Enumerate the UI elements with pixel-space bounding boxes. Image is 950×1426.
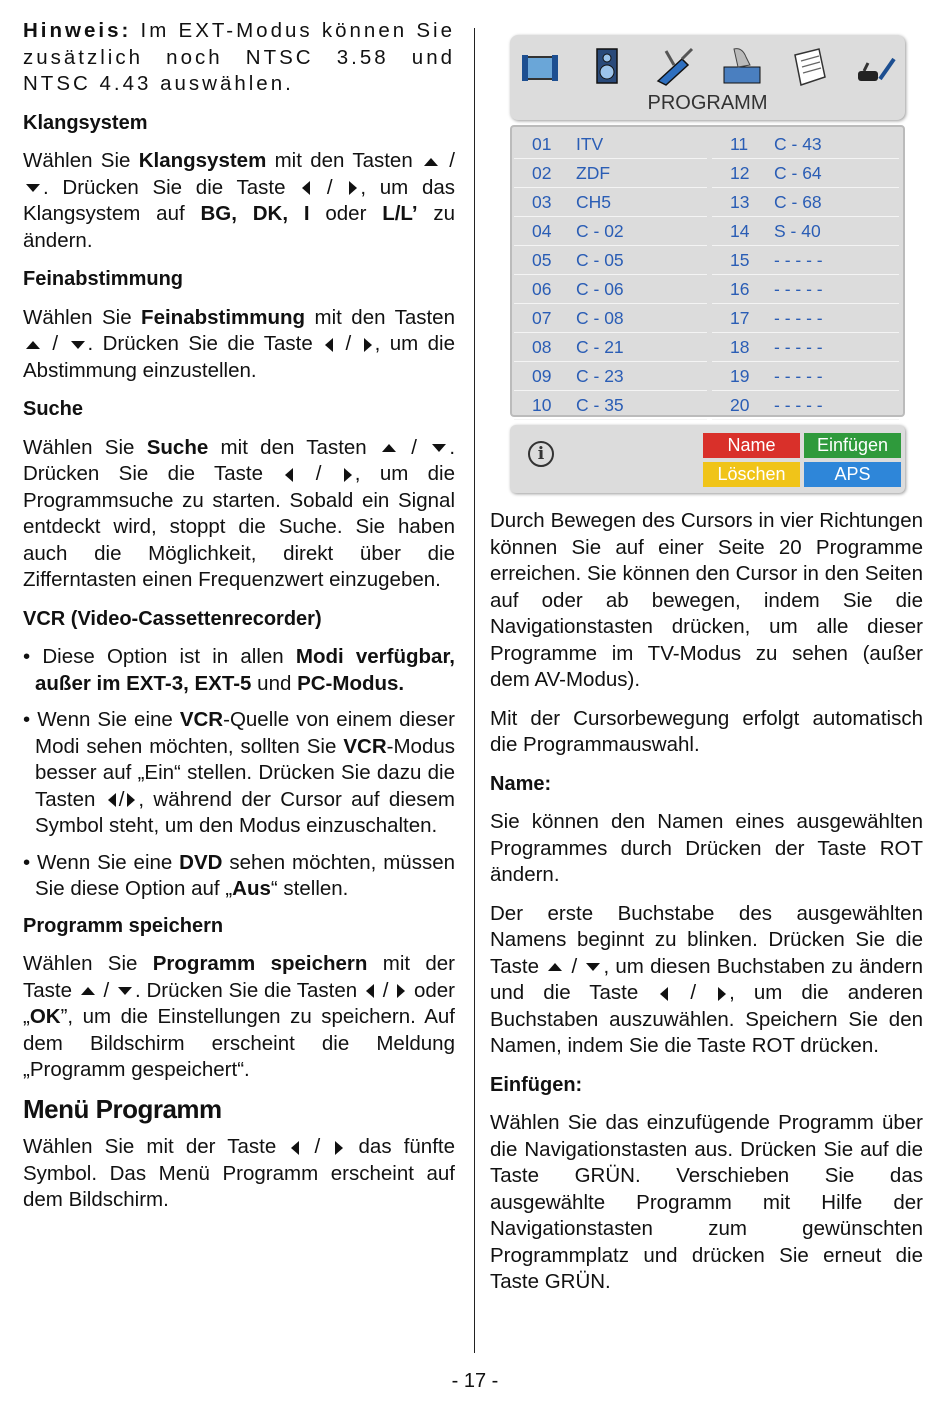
- program-name: C - 21: [576, 337, 624, 357]
- program-entry[interactable]: [514, 362, 707, 391]
- name-red-button[interactable]: Name: [703, 433, 800, 458]
- program-number: 05: [532, 250, 552, 270]
- program-name: C - 02: [576, 221, 624, 241]
- program-name: S - 40: [774, 221, 821, 241]
- program-number: 11: [730, 134, 749, 154]
- program-number: 18: [730, 337, 750, 357]
- feinabstimmung-paragraph: Wählen Sie Feinabstimmung mit den Tasten / . Drücken Sie die Taste / , um die Abstimmung einzustellen.: [23, 305, 455, 382]
- left-arrow-icon: [285, 468, 293, 482]
- menu-programm-heading: Menü Programm: [23, 1093, 222, 1124]
- tv-picture-icon[interactable]: [518, 45, 562, 89]
- program-name: C - 06: [576, 279, 624, 299]
- program-name: - - - - -: [774, 366, 823, 386]
- name-edit-paragraph: Der erste Buchstabe des ausgewählten Namens beginnt zu blinken. Drücken Sie die Taste / , um diesen Buchstaben zu ändern und die Taste / , um die anderen Buchstaben auszuwählen. Speichern Sie den Namen, indem Sie die Taste ROT drücken.: [490, 901, 923, 1057]
- column-divider: [474, 28, 475, 1353]
- program-entry[interactable]: [712, 362, 899, 391]
- programm-menu-screen: [510, 35, 905, 493]
- aps-blue-button[interactable]: APS: [804, 462, 901, 487]
- program-name: C - 35: [576, 395, 624, 415]
- program-name: ITV: [576, 134, 604, 154]
- klangsystem-heading: Klangsystem: [23, 111, 148, 134]
- down-arrow-icon: [586, 963, 600, 971]
- program-name: C - 68: [774, 192, 822, 212]
- down-arrow-icon: [118, 987, 132, 995]
- program-number: 17: [730, 308, 750, 328]
- page-number: - 17 -: [451, 1370, 499, 1392]
- program-number: 15: [730, 250, 750, 270]
- program-number: 09: [532, 366, 552, 386]
- down-arrow-icon: [26, 184, 40, 192]
- right-arrow-icon: [127, 793, 135, 807]
- program-number: 14: [730, 221, 750, 241]
- up-arrow-icon: [424, 158, 438, 166]
- vcr-bullet-3: • Wenn Sie eine DVD sehen möchten, müssen Sie diese Option auf „Aus“ stellen.: [23, 850, 455, 900]
- program-list: [510, 125, 905, 417]
- program-entry[interactable]: [514, 159, 707, 188]
- program-name: C - 05: [576, 250, 624, 270]
- program-name: - - - - -: [774, 279, 823, 299]
- delete-yellow-button[interactable]: Löschen: [703, 462, 800, 487]
- program-number: 12: [730, 163, 750, 183]
- program-entry[interactable]: [514, 246, 707, 275]
- left-arrow-icon: [325, 338, 333, 352]
- einfuegen-heading: Einfügen:: [490, 1073, 583, 1096]
- up-arrow-icon: [548, 963, 562, 971]
- program-entry[interactable]: [514, 188, 707, 217]
- vcr-heading: VCR (Video-Cassettenrecorder): [23, 607, 322, 630]
- left-arrow-icon: [108, 793, 116, 807]
- einfuegen-paragraph: Wählen Sie das einzufügende Programm über die Navigationstasten aus. Drücken Sie auf die Taste GRÜN. Verschieben Sie das ausgewählte Programm mit Hilfe der Navigationstasten zum gewünschten Programmplatz und drücken Sie erneut die Taste GRÜN.: [490, 1111, 923, 1293]
- program-entry[interactable]: [712, 246, 899, 275]
- insert-green-button[interactable]: Einfügen: [804, 433, 901, 458]
- speaker-icon[interactable]: [585, 45, 629, 89]
- program-entry[interactable]: [712, 130, 899, 159]
- menu-programm-paragraph: Wählen Sie mit der Taste / das fünfte Symbol. Das Menü Programm erscheint auf dem Bildschirm.: [23, 1135, 455, 1211]
- program-entry[interactable]: [712, 333, 899, 362]
- up-arrow-icon: [81, 987, 95, 995]
- left-arrow-icon: [660, 987, 668, 1001]
- program-number: 20: [730, 395, 750, 415]
- name-heading: Name:: [490, 772, 552, 795]
- klangsystem-paragraph: Wählen Sie Klangsystem mit den Tasten / . Drücken Sie die Taste / , um das Klangsystem auf BG, DK, I oder L/L’ zu ändern.: [23, 149, 455, 252]
- program-number: 02: [532, 163, 552, 183]
- down-arrow-icon: [71, 341, 85, 349]
- cursor-paragraph: Durch Bewegen des Cursors in vier Richtungen können Sie auf einer Seite 20 Programme erreichen. Sie können den Cursor in den Seiten auf oder ab bewegen, indem Sie die Navigationstasten drücken, um alle dieser Programme im TV-Modus zu sehen (außer dem AV-Modus).: [490, 509, 923, 691]
- tools-icon[interactable]: [854, 45, 898, 89]
- right-column: [490, 508, 923, 1308]
- menu-title: PROGRAMM: [647, 92, 768, 114]
- program-number: 13: [730, 192, 750, 212]
- program-name: - - - - -: [774, 395, 823, 415]
- program-number: 07: [532, 308, 552, 328]
- program-entry[interactable]: [712, 304, 899, 333]
- right-arrow-icon: [335, 1141, 343, 1155]
- menu-footer: [510, 425, 905, 493]
- menu-header: [510, 35, 905, 120]
- program-entry[interactable]: [514, 391, 707, 420]
- swiss-knife-icon[interactable]: [652, 45, 696, 89]
- suche-paragraph: Wählen Sie Suche mit den Tasten / . Drücken Sie die Taste / , um die Programmsuche zu starten. Sobald ein Signal entdeckt wird, stoppt die Suche. Sie haben auch die Möglichkeit, direkt über die Zifferntasten einen Frequenzwert einzugeben.: [23, 435, 456, 591]
- hint-paragraph: [23, 18, 455, 98]
- program-entry[interactable]: [712, 275, 899, 304]
- program-name: C - 23: [576, 366, 624, 386]
- vcr-bullet-2: • Wenn Sie eine VCR-Quelle von einem dieser Modi sehen möchten, sollten Sie VCR-Modus besser auf „Ein“ stellen. Drücken Sie dazu die Tasten / , während der Cursor auf diesem Symbol steht, um den Modus einzuschalten.: [23, 708, 455, 837]
- program-entry[interactable]: [712, 391, 899, 420]
- hint-label: Hinweis:: [23, 19, 132, 42]
- program-number: 16: [730, 279, 750, 299]
- right-arrow-icon: [397, 984, 405, 998]
- program-name: C - 64: [774, 163, 822, 183]
- programm-speichern-paragraph: Wählen Sie Programm speichern mit der Taste / . Drücken Sie die Tasten / oder „OK”, um die Einstellungen zu speichern. Auf dem Bildschirm erscheint die Meldung „Programm gespeichert“.: [23, 952, 455, 1081]
- left-arrow-icon: [291, 1141, 299, 1155]
- program-entry[interactable]: [514, 333, 707, 362]
- program-number: 04: [532, 221, 552, 241]
- program-number: 03: [532, 192, 552, 212]
- programm-speichern-heading: Programm speichern: [23, 914, 224, 937]
- suche-heading: Suche: [23, 398, 84, 420]
- menu-icon-bar: [518, 45, 898, 89]
- program-entry[interactable]: [514, 304, 707, 333]
- program-name: - - - - -: [774, 308, 823, 328]
- left-arrow-icon: [366, 984, 374, 998]
- program-name: C - 08: [576, 308, 624, 328]
- notepad-icon[interactable]: [787, 45, 831, 89]
- program-number: 08: [532, 337, 552, 357]
- program-name: ZDF: [576, 163, 611, 183]
- up-arrow-icon: [382, 444, 396, 452]
- up-arrow-icon: [26, 341, 40, 349]
- program-entry[interactable]: [712, 159, 899, 188]
- program-entry[interactable]: [712, 188, 899, 217]
- program-entry[interactable]: [514, 217, 707, 246]
- program-name: - - - - -: [774, 250, 823, 270]
- auto-select-paragraph: Mit der Cursorbewegung erfolgt automatisch die Programmauswahl.: [490, 706, 923, 756]
- down-arrow-icon: [432, 444, 446, 452]
- program-number: 10: [532, 395, 552, 415]
- program-name: CH5: [576, 192, 612, 212]
- info-icon[interactable]: i: [528, 441, 554, 467]
- right-arrow-icon: [349, 181, 357, 195]
- right-arrow-icon: [364, 338, 372, 352]
- name-paragraph: Sie können den Namen eines ausgewählten Programmes durch Drücken der Taste ROT ändern.: [490, 810, 923, 886]
- program-name: C - 43: [774, 134, 822, 154]
- vcr-bullet-1: • Diese Option ist in allen Modi verfügbar, außer im EXT-3, EXT-5 und PC-Modus.: [23, 645, 455, 695]
- program-number: 06: [532, 279, 552, 299]
- program-entry[interactable]: [712, 217, 899, 246]
- program-entry[interactable]: [514, 275, 707, 304]
- hand-keyboard-icon[interactable]: [720, 45, 764, 89]
- left-column: [23, 18, 455, 1226]
- hint-text: Im EXT-Modus können Sie zusätzlich noch NTSC 3.58 und NTSC 4.43 auswählen.: [23, 19, 455, 95]
- program-number: 01: [532, 134, 552, 154]
- program-number: 19: [730, 366, 750, 386]
- feinabstimmung-heading: Feinabstimmung: [23, 268, 184, 290]
- program-name: - - - - -: [774, 337, 823, 357]
- program-entry[interactable]: [514, 130, 707, 159]
- right-arrow-icon: [344, 468, 352, 482]
- right-arrow-icon: [718, 987, 726, 1001]
- left-arrow-icon: [302, 181, 310, 195]
